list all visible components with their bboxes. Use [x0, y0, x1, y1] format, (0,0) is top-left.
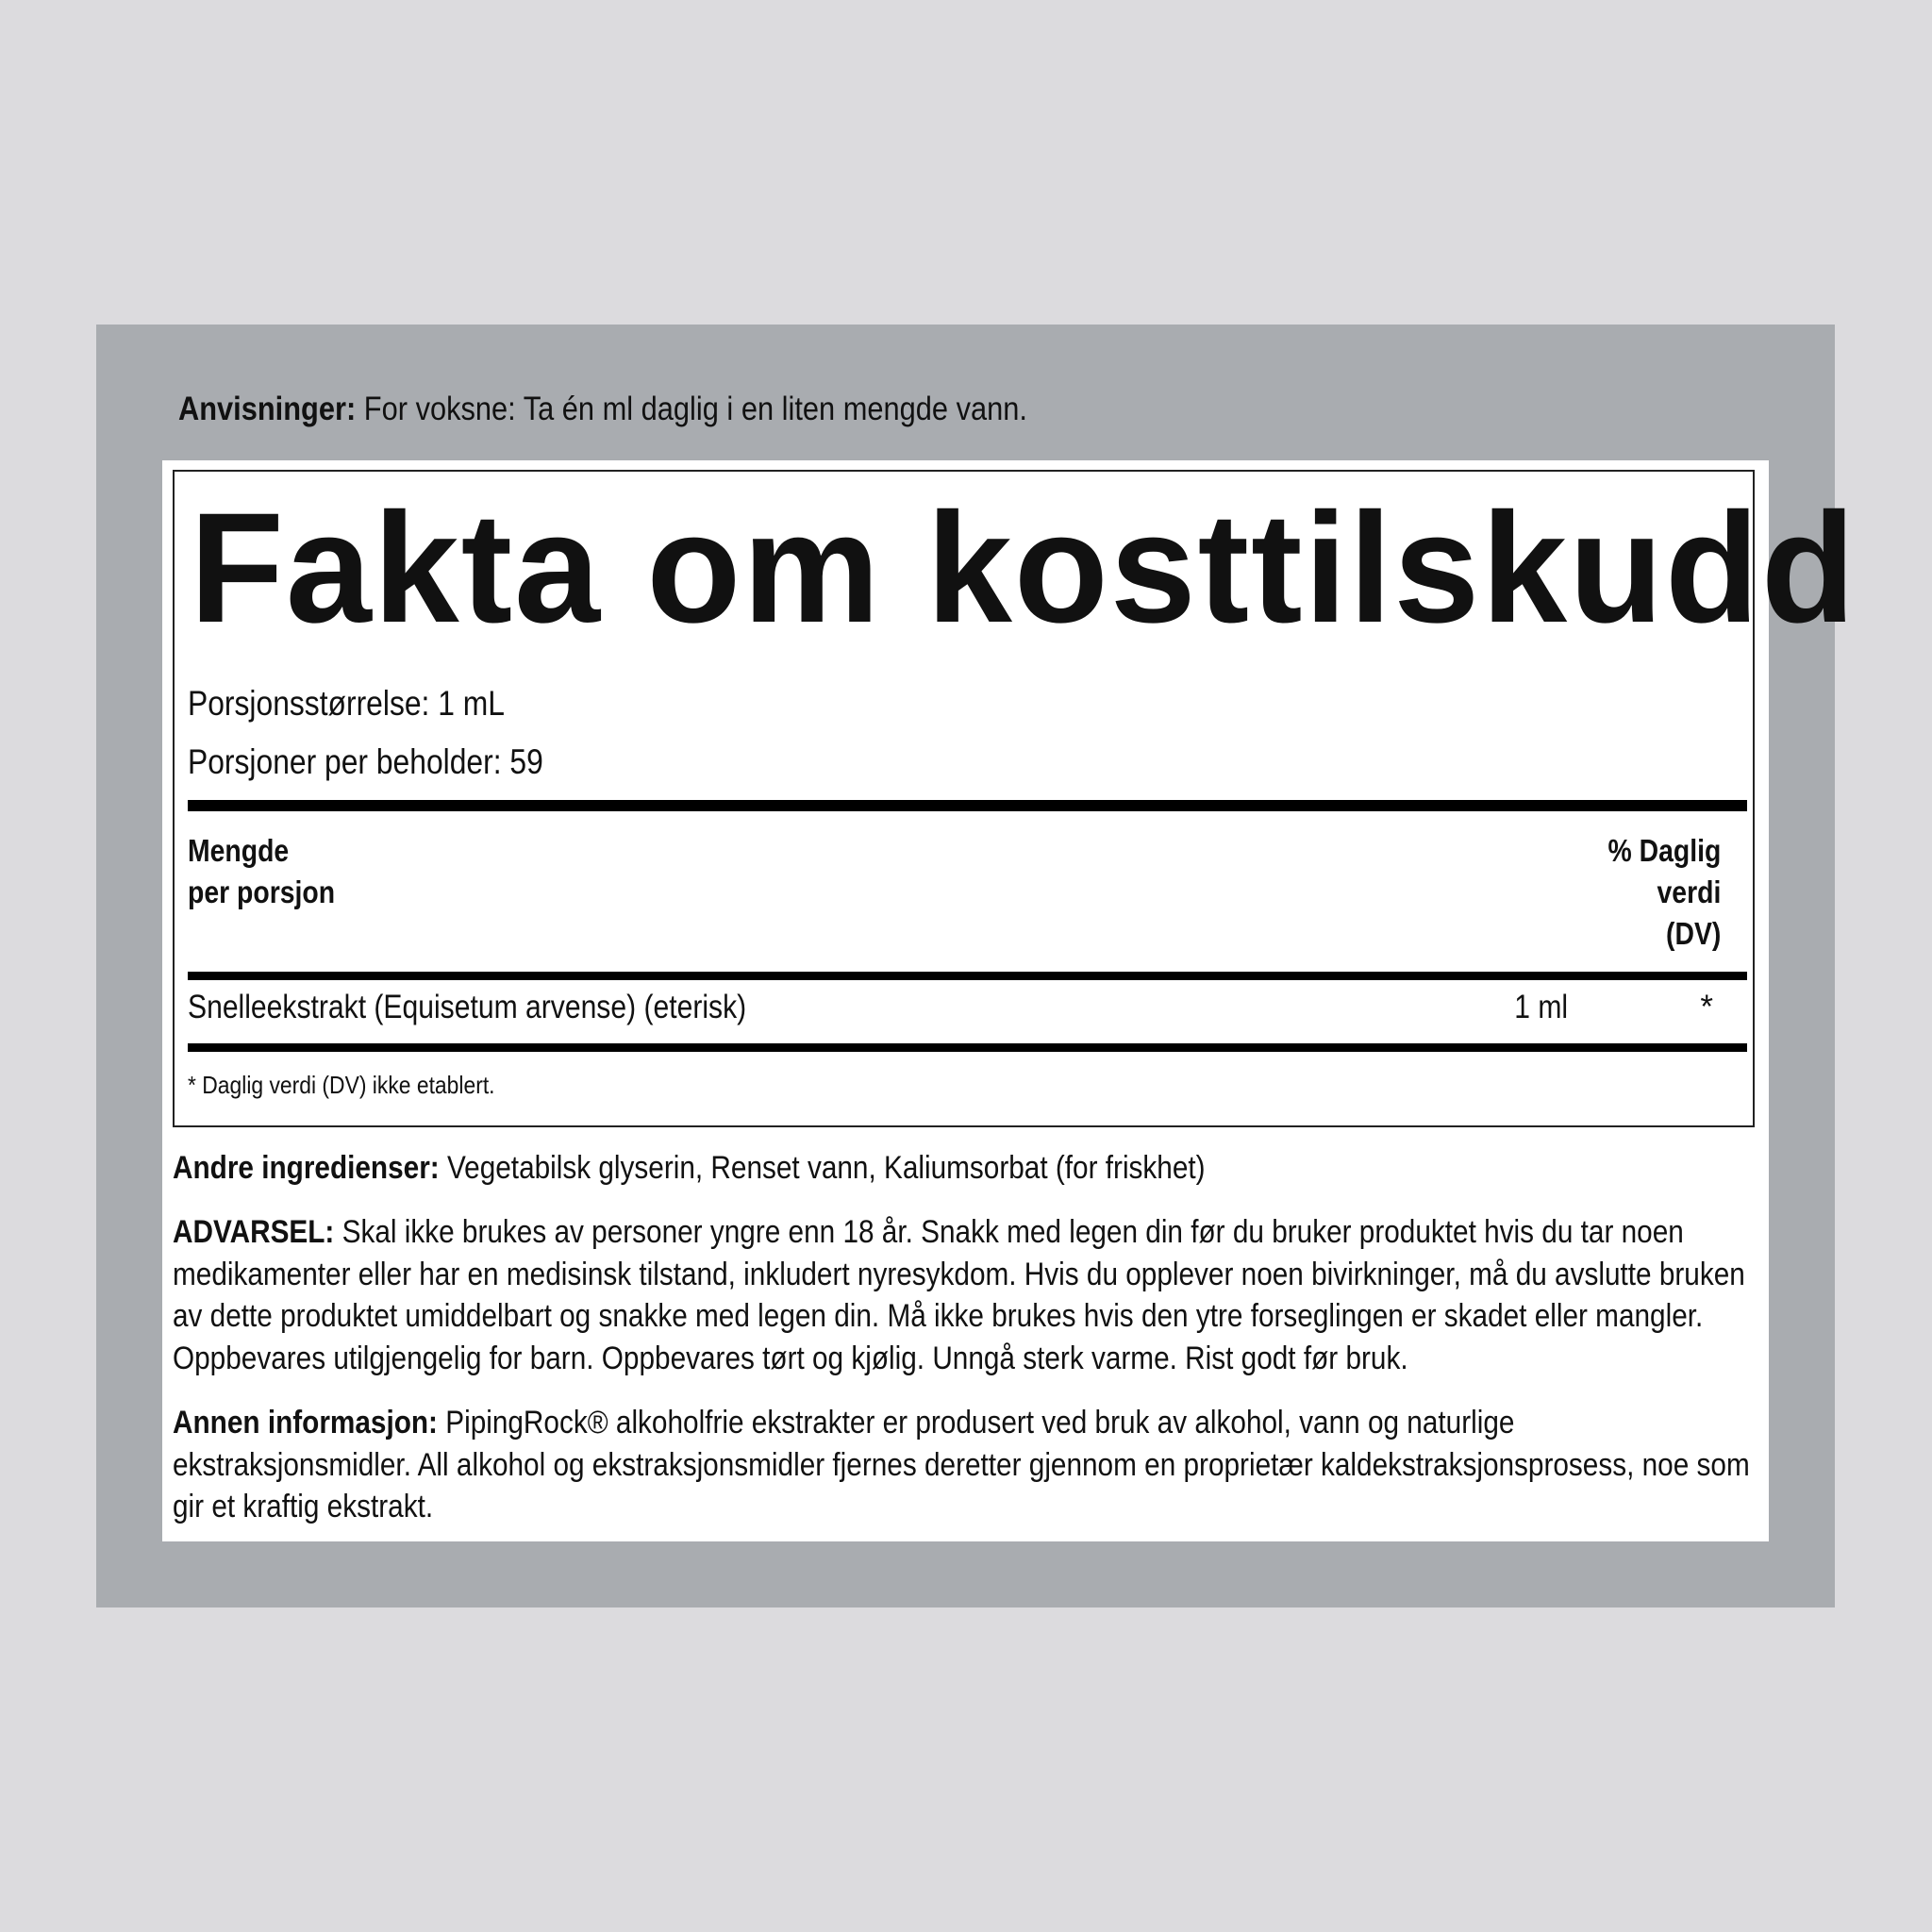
warning [173, 1211, 1757, 1379]
divider-bottom [188, 1043, 1747, 1052]
daily-value-footnote: * Daglig verdi (DV) ikke etablert. [188, 1071, 495, 1099]
dv-header-line3: (DV) [1665, 916, 1721, 951]
ingredient-amount: 1 ml [1514, 989, 1568, 1025]
other-ingredients-text: Vegetabilsk glyserin, Renset vann, Kaliumsorbat (for friskhet) [439, 1150, 1206, 1186]
servings-per-container: Porsjoner per beholder: 59 [188, 742, 543, 781]
other-ingredients [173, 1147, 1757, 1190]
other-information [173, 1402, 1757, 1528]
daily-value-header [1607, 830, 1721, 955]
amount-per-serving-header [188, 830, 335, 913]
dv-header-line1: % Daglig [1607, 833, 1721, 868]
facts-title: Fakta om kosttilskudd [190, 481, 1857, 656]
directions-body: For voksne: Ta én ml daglig i en liten mengde vann. [356, 391, 1027, 427]
ingredient-daily-value: * [1700, 989, 1713, 1025]
amount-header-line1: Mengde [188, 833, 290, 868]
warning-label: ADVARSEL: [173, 1214, 335, 1250]
other-ingredients-label: Andre ingredienser: [173, 1150, 440, 1186]
directions-text [178, 387, 1027, 432]
ingredient-name: Snelleekstrakt (Equisetum arvense) (eterisk) [188, 989, 747, 1025]
supplement-facts-box [173, 470, 1857, 1127]
amount-header-line2: per porsjon [188, 874, 336, 909]
warning-text: Skal ikke brukes av personer yngre enn 18 år. Snakk med legen din før du bruker produktet hvis du tar noen medikamenter eller har en medisinsk tilstand, inkludert nyresykdom. Hvis du opplever noen bivirkninger, må du avslutte bruken av dette produktet umiddelbart og snakke med legen din. Må ikke brukes hvis den ytre forseglingen er skadet eller mangler. Oppbevares utilgjengelig for barn. Oppbevares tørt og kjølig. Unngå sterk varme. Rist godt før bruk. [173, 1214, 1745, 1376]
other-information-text: PipingRock® alkoholfrie ekstrakter er produsert ved bruk av alkohol, vann og naturlige ekstraksjonsmidler. All alkohol og ekstraksjonsmidler fjernes deretter gjennom en proprietær kaldekstraksjonsprosess, noe som gir et kraftig ekstrakt. [173, 1405, 1750, 1524]
dv-header-line2: verdi [1657, 874, 1721, 909]
serving-size: Porsjonsstørrelse: 1 mL [188, 684, 505, 723]
divider-header [188, 972, 1747, 980]
directions-label: Anvisninger: [178, 391, 357, 427]
other-information-label: Annen informasjon: [173, 1405, 438, 1441]
divider-thick [188, 800, 1747, 811]
